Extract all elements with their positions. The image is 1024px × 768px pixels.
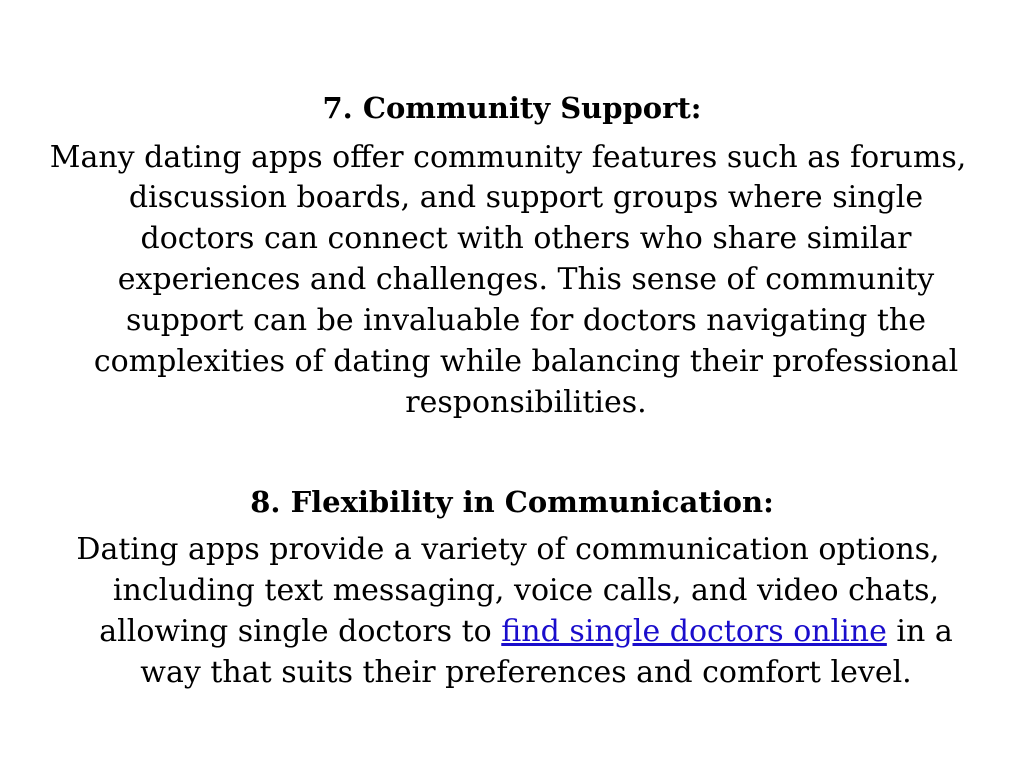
find-single-doctors-link[interactable]: find single doctors online [501,614,887,649]
section-7-heading: 7. Community Support: [322,91,702,125]
section-7-line-2: discussion boards, and support groups where single [128,180,924,215]
section-8-line-4: way that suits their preferences and comfort level. [140,655,912,690]
section-7-line-5: support can be invaluable for doctors navigating the [126,303,926,338]
section-7-line-6: complexities of dating while balancing their professional [93,344,959,379]
section-8-heading: 8. Flexibility in Communication: [250,485,774,519]
section-8-line-2: including text messaging, voice calls, and video chats, [112,573,940,608]
section-8-line-3-before: allowing single doctors to [99,614,502,649]
section-8-line-1: Dating apps provide a variety of communication options, [76,532,940,567]
section-8-line-3 [14,612,1024,652]
section-7-line-1: Many dating apps offer community features such as forums, [49,140,967,175]
section-8-line-3-after: in a [886,614,953,649]
section-7-line-7: responsibilities. [405,385,647,420]
section-7-line-4: experiences and challenges. This sense of community [117,262,935,297]
section-7-line-3: doctors can connect with others who share similar [140,221,912,256]
